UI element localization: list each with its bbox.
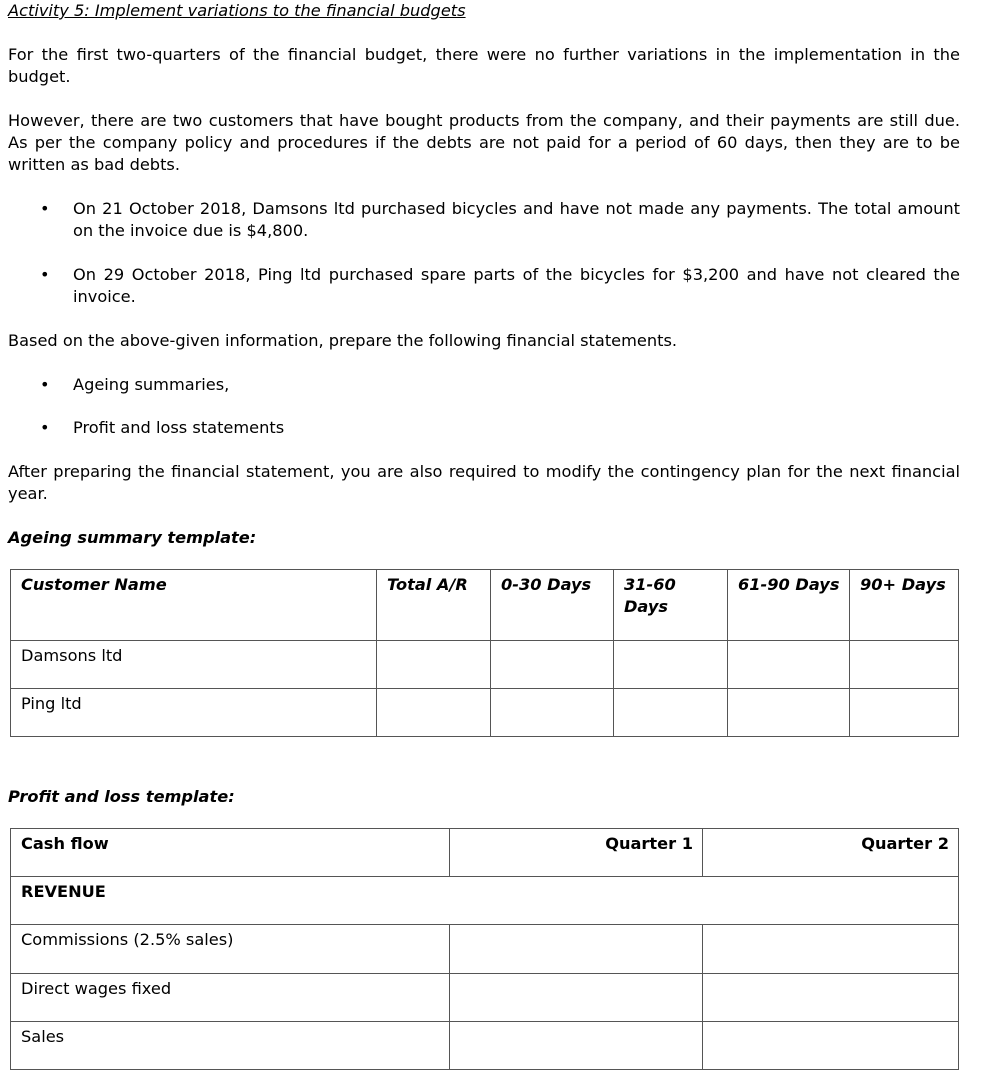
- empty-cell[interactable]: [728, 641, 850, 689]
- empty-cell[interactable]: [703, 974, 959, 1022]
- empty-cell[interactable]: [450, 974, 703, 1022]
- prepare-paragraph: Based on the above-given information, prepare the following financial statements.: [8, 331, 678, 350]
- revenue-section-row: [11, 877, 959, 925]
- debts-paragraph: However, there are two customers that have bought products from the company, and their payments are still due. As per the company policy and procedures if the debts are not paid for a period of 60 days, then they are to be written as bad debts.: [8, 111, 960, 174]
- empty-cell[interactable]: [703, 1022, 959, 1070]
- statement-bullet-pl: [8, 417, 960, 439]
- header-quarter-1: Quarter 1: [450, 829, 703, 877]
- bullet-text: On 29 October 2018, Ping ltd purchased spare parts of the bicycles for $3,200 and have not cleared the invoice.: [73, 265, 960, 306]
- table-row: [11, 925, 959, 974]
- empty-cell[interactable]: [614, 641, 728, 689]
- header-90-plus-days: 90+ Days: [850, 570, 959, 641]
- revenue-section-label: REVENUE: [11, 877, 959, 925]
- pl-header-row: [11, 829, 959, 877]
- bullet-icon: •: [40, 265, 50, 284]
- line-item-label: Direct wages fixed: [11, 974, 450, 1022]
- ageing-header-row: [11, 570, 959, 641]
- customer-bullet-list-2: [8, 264, 960, 308]
- statement-bullet-list-2: [8, 417, 960, 439]
- customer-bullet-list: [8, 198, 960, 242]
- ageing-summary-table: [10, 569, 959, 737]
- header-customer-name: Customer Name: [11, 570, 377, 641]
- empty-cell[interactable]: [450, 1022, 703, 1070]
- table-row: [11, 641, 959, 689]
- empty-cell[interactable]: [850, 689, 959, 737]
- customer-name-cell: Damsons ltd: [11, 641, 377, 689]
- empty-cell[interactable]: [491, 689, 614, 737]
- intro-paragraph: For the first two-quarters of the financial budget, there were no further variations in the implementation in the budget.: [8, 45, 960, 86]
- line-item-label: Sales: [11, 1022, 450, 1070]
- empty-cell[interactable]: [450, 925, 703, 974]
- table-row: [11, 689, 959, 737]
- bullet-text: Ageing summaries,: [73, 375, 230, 394]
- table-row: [11, 974, 959, 1022]
- empty-cell[interactable]: [728, 689, 850, 737]
- header-quarter-2: Quarter 2: [703, 829, 959, 877]
- empty-cell[interactable]: [491, 641, 614, 689]
- activity-heading: Activity 5: Implement variations to the financial budgets: [8, 1, 466, 20]
- pl-template-title: Profit and loss template:: [8, 787, 235, 806]
- contingency-paragraph: After preparing the financial statement, you are also required to modify the contingency plan for the next financial year.: [8, 462, 960, 503]
- empty-cell[interactable]: [377, 641, 491, 689]
- table-row: [11, 1022, 959, 1070]
- bullet-icon: •: [40, 375, 50, 394]
- customer-bullet-damsons: [8, 198, 960, 242]
- empty-cell[interactable]: [377, 689, 491, 737]
- bullet-icon: •: [40, 199, 50, 218]
- bullet-icon: •: [40, 418, 50, 437]
- bullet-text: Profit and loss statements: [73, 418, 285, 437]
- statement-bullet-list: [8, 374, 960, 396]
- bullet-text: On 21 October 2018, Damsons ltd purchased bicycles and have not made any payments. The total amount on the invoice due is $4,800.: [73, 199, 960, 240]
- empty-cell[interactable]: [850, 641, 959, 689]
- header-total-ar: Total A/R: [377, 570, 491, 641]
- ageing-template-title: Ageing summary template:: [8, 528, 257, 547]
- customer-bullet-ping: [8, 264, 960, 308]
- empty-cell[interactable]: [703, 925, 959, 974]
- header-61-90-days: 61-90 Days: [728, 570, 850, 641]
- empty-cell[interactable]: [614, 689, 728, 737]
- header-cash-flow: Cash flow: [11, 829, 450, 877]
- statement-bullet-ageing: [8, 374, 960, 396]
- customer-name-cell: Ping ltd: [11, 689, 377, 737]
- line-item-label: Commissions (2.5% sales): [11, 925, 450, 974]
- profit-loss-table: [10, 828, 959, 1070]
- header-31-60-days: 31-60 Days: [614, 570, 728, 641]
- header-0-30-days: 0-30 Days: [491, 570, 614, 641]
